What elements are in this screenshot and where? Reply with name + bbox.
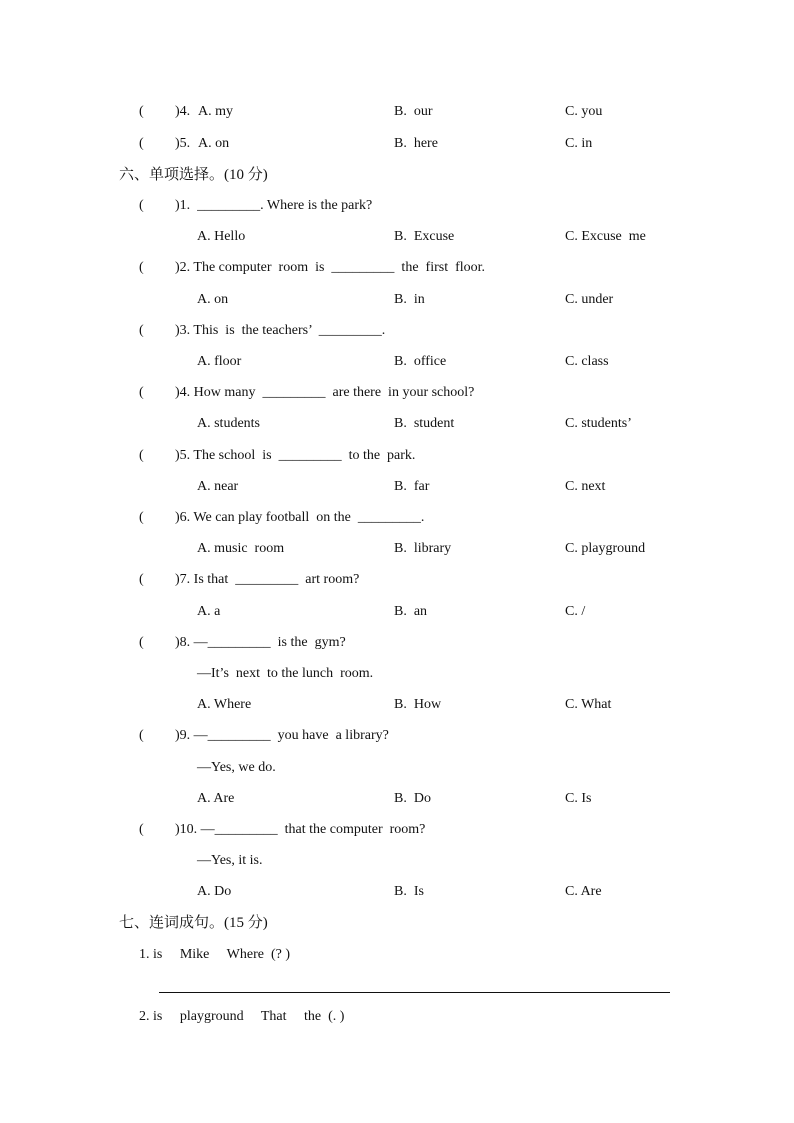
option-c: C. Is xyxy=(565,791,592,806)
answer-paren: ( xyxy=(139,728,144,743)
option-a: A. my xyxy=(198,104,233,119)
option-c: C. next xyxy=(565,479,606,494)
option-b: B. student xyxy=(394,416,455,431)
option-c: C. What xyxy=(565,697,612,712)
answer-paren: ( xyxy=(139,385,144,400)
question-stem: )2. The computer room is _________ the first floor. xyxy=(175,260,486,275)
option-c: C. under xyxy=(565,292,614,307)
response-line: —Yes, it is. xyxy=(197,853,263,868)
question-stem: )4. How many _________ are there in your school? xyxy=(175,385,475,400)
response-line: —Yes, we do. xyxy=(197,760,276,775)
answer-paren: ( xyxy=(139,572,144,587)
question-stem: )10. —_________ that the computer room? xyxy=(175,822,426,837)
option-b: B. in xyxy=(394,292,425,307)
option-a: A. Are xyxy=(197,791,235,806)
option-c: C. Excuse me xyxy=(565,229,646,244)
option-b: B. far xyxy=(394,479,430,494)
question-stem: )7. Is that _________ art room? xyxy=(175,572,360,587)
question-stem: )8. —_________ is the gym? xyxy=(175,635,346,650)
option-a: A. a xyxy=(197,604,221,619)
question-stem: )1. _________. Where is the park? xyxy=(175,198,373,213)
answer-paren: ( xyxy=(139,323,144,338)
answer-paren: ( xyxy=(139,822,144,837)
option-a: A. Do xyxy=(197,884,232,899)
option-b: B. Is xyxy=(394,884,424,899)
option-a: A. music room xyxy=(197,541,285,556)
question-stem: )3. This is the teachers’ _________. xyxy=(175,323,386,338)
option-c: C. in xyxy=(565,136,593,151)
option-a: A. Where xyxy=(197,697,252,712)
question-stem: )5. xyxy=(175,136,191,151)
option-b: B. here xyxy=(394,136,438,151)
option-b: B. Do xyxy=(394,791,431,806)
response-line: —It’s next to the lunch room. xyxy=(197,666,374,681)
option-c: C. / xyxy=(565,604,586,619)
answer-paren: ( xyxy=(139,104,144,119)
option-c: C. students’ xyxy=(565,416,632,431)
option-c: C. playground xyxy=(565,541,646,556)
option-b: B. library xyxy=(394,541,452,556)
option-c: C. Are xyxy=(565,884,602,899)
section-6-heading: 六、单项选择。(10 分) xyxy=(119,167,268,183)
option-c: C. class xyxy=(565,354,609,369)
option-b: B. our xyxy=(394,104,433,119)
question-stem: )5. The school is _________ to the park. xyxy=(175,448,416,463)
section-7-heading: 七、连词成句。(15 分) xyxy=(119,915,268,931)
answer-paren: ( xyxy=(139,136,144,151)
option-a: A. floor xyxy=(197,354,242,369)
answer-paren: ( xyxy=(139,448,144,463)
word-group: 2. is playground That the (. ) xyxy=(139,1009,345,1024)
answer-paren: ( xyxy=(139,198,144,213)
option-a: A. Hello xyxy=(197,229,246,244)
option-b: B. Excuse xyxy=(394,229,455,244)
answer-paren: ( xyxy=(139,510,144,525)
option-a: A. on xyxy=(197,292,229,307)
answer-paren: ( xyxy=(139,260,144,275)
answer-paren: ( xyxy=(139,635,144,650)
option-a: A. on xyxy=(198,136,230,151)
option-b: B. office xyxy=(394,354,447,369)
option-a: A. students xyxy=(197,416,260,431)
word-group: 1. is Mike Where (? ) xyxy=(139,947,290,962)
question-stem: )4. xyxy=(175,104,191,119)
answer-line[interactable] xyxy=(159,992,670,993)
option-b: B. How xyxy=(394,697,442,712)
option-c: C. you xyxy=(565,104,603,119)
option-a: A. near xyxy=(197,479,239,494)
question-stem: )6. We can play football on the _________. xyxy=(175,510,425,525)
option-b: B. an xyxy=(394,604,428,619)
question-stem: )9. —_________ you have a library? xyxy=(175,728,389,743)
